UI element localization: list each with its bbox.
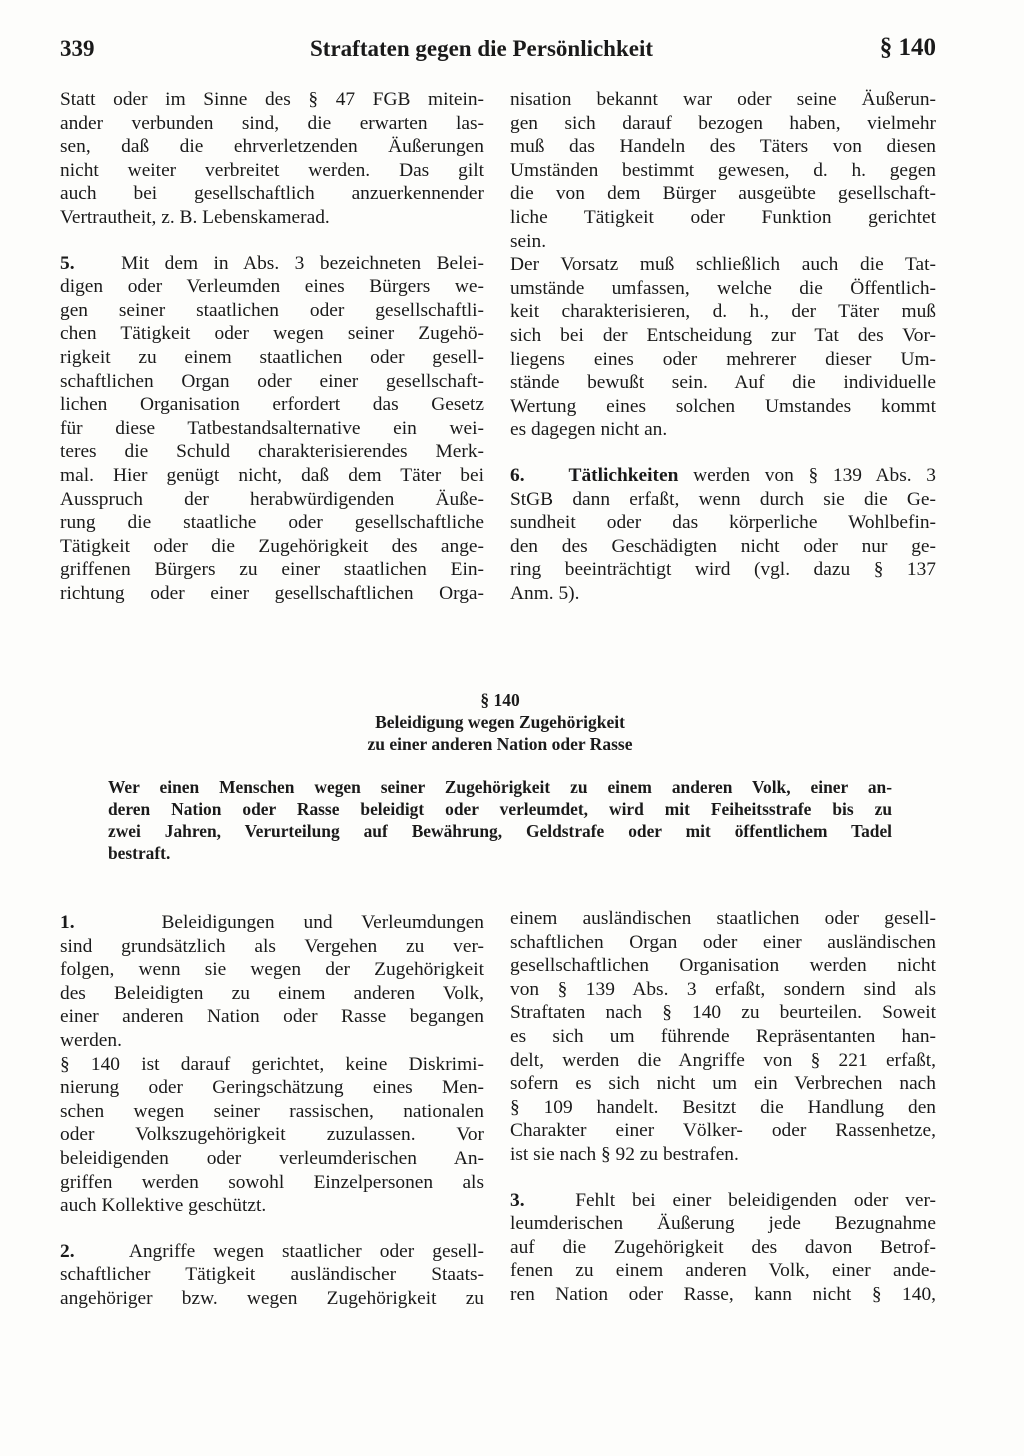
text-line: nierung oder Geringschätzung eines Men- <box>60 1077 484 1099</box>
text-line: keit charakterisieren, d. h., der Täter muß <box>510 301 936 323</box>
text-line: nicht weiter verbreitet werden. Das gilt <box>60 159 484 181</box>
text-line: ander verbunden sind, die erwarten las- <box>60 112 484 134</box>
statute-line: zwei Jahren, Verurteilung auf Bewährung, Geldstrafe oder mit öffentlichem Tadel <box>108 821 892 841</box>
text-line: StGB dann erfaßt, wenn durch sie die Ge- <box>510 488 936 510</box>
text-line: schen wegen seiner rassischen, nationalen <box>60 1100 484 1122</box>
text-line: Der Vorsatz muß schließlich auch die Tat- <box>510 254 936 276</box>
text-line: schaftlichen Organ oder einer ausländischen <box>510 931 936 953</box>
page-number: 339 <box>60 36 95 61</box>
text-line: sich bei der Entscheidung zur Tat des Vor- <box>510 324 936 346</box>
text-line: sind grundsätzlich als Vergehen zu ver- <box>60 935 484 957</box>
text-line: umstände umfassen, welche die Öffentlich- <box>510 277 936 299</box>
text-line: stände bewußt sein. Auf die individuelle <box>510 372 936 394</box>
text-line: einem ausländischen staatlichen oder gesell- <box>510 908 936 929</box>
text-line: rung die staatliche oder gesellschaftliche <box>60 512 484 534</box>
text-line: leumderischen Äußerung jede Bezugnahme <box>510 1213 936 1235</box>
paragraph-1-first-line: 1. Beleidigungen und Verleumdungen <box>60 912 484 933</box>
text-line: für diese Tatbestandsalternative ein wei- <box>60 417 484 439</box>
text-line: werden. <box>60 1029 122 1051</box>
text-line: lichen Organisation erfordert das Gesetz <box>60 394 484 416</box>
text-line: Straftaten nach § 140 zu beurteilen. Soweit <box>510 1002 936 1024</box>
text-line: Vertrautheit, z. B. Lebenskamerad. <box>60 206 330 228</box>
text-line: nisation bekannt war oder seine Äußerun- <box>510 89 936 110</box>
text-line: teres die Schuld charakterisierendes Merk- <box>60 441 484 463</box>
text-line: gen sich darauf bezogen haben, vielmehr <box>510 112 936 134</box>
statute-line: bestraft. <box>108 843 171 863</box>
text-line: des Beleidigten zu einem anderen Volk, <box>60 982 484 1004</box>
statute-line: Wer einen Menschen wegen seiner Zugehörigkeit zu einem anderen Volk, einer an- <box>108 777 892 797</box>
text-line: auch Kollektive geschützt. <box>60 1195 267 1217</box>
text-line: ist sie nach § 92 zu bestrafen. <box>510 1143 739 1165</box>
text-line: sen, daß die ehrverletzenden Äußerungen <box>60 136 484 158</box>
text-line: auf die Zugehörigkeit des davon Betrof- <box>510 1236 936 1258</box>
text-line: sein. <box>510 230 547 252</box>
text-line: rigkeit zu einem staatlichen oder gesell- <box>60 346 484 368</box>
column-top-right <box>510 88 936 605</box>
text-line: § 140 ist darauf gerichtet, keine Diskrimi- <box>60 1053 484 1075</box>
section-title-line-1: Beleidigung wegen Zugehörigkeit <box>375 712 625 732</box>
paragraph-number: 2. <box>60 1240 75 1262</box>
text-line: die von dem Bürger ausgeübte gesellschaft- <box>510 183 936 205</box>
text-line: Wertung eines solchen Umstandes kommt <box>510 395 936 417</box>
text-line: es sich um führende Repräsentanten han- <box>510 1025 936 1047</box>
text-line: den des Geschädigten nicht oder nur ge- <box>510 535 936 557</box>
text-line: gen seiner staatlichen oder gesellschaftli- <box>60 299 484 321</box>
text-line: gesellschaftlichen Organisation werden nicht <box>510 955 936 977</box>
text-line: beleidigenden oder verleumderischen An- <box>60 1147 484 1169</box>
text-line: muß das Handeln des Täters von diesen <box>510 136 936 158</box>
text-line: von § 139 Abs. 3 erfaßt, sondern sind als <box>510 978 936 1000</box>
text-line: folgen, wenn sie wegen der Zugehörigkeit <box>60 959 484 981</box>
statute-line: deren Nation oder Rasse beleidigt oder verleumdet, wird mit Feiheitsstrafe bis zu <box>108 799 892 819</box>
statute-text <box>108 776 892 864</box>
text-line: Charakter einer Völker- oder Rassenhetze, <box>510 1120 936 1142</box>
text-line: oder Volkszugehörigkeit zuzulassen. Vor <box>60 1124 484 1146</box>
text-line: Anm. 5). <box>510 582 580 604</box>
text-line: fenen zu einem anderen Volk, einer ande- <box>510 1260 936 1282</box>
column-bottom-right <box>510 907 936 1307</box>
text-line: Statt oder im Sinne des § 47 FGB mitein- <box>60 89 484 110</box>
paragraph-number: 5. <box>60 252 75 274</box>
text-line: angehöriger bzw. wegen Zugehörigkeit zu <box>60 1287 484 1309</box>
text-line: digen oder Verleumden eines Bürgers we- <box>60 276 484 298</box>
column-top-left <box>60 88 484 605</box>
text-line: § 109 handelt. Besitzt die Handlung den <box>510 1096 936 1118</box>
section-title-line-2: zu einer anderen Nation oder Rasse <box>367 734 633 754</box>
text-line: delt, werden die Angriffe von § 221 erfaßt, <box>510 1049 936 1071</box>
text-line: einer anderen Nation oder Rasse begangen <box>60 1006 484 1028</box>
paragraph-3-first-line: 3. Fehlt bei einer beleidigenden oder ver- <box>510 1189 936 1211</box>
page-header <box>60 30 936 70</box>
text-line: sofern es sich nicht um ein Verbrechen nach <box>510 1073 936 1095</box>
text-line: griffen werden sowohl Einzelpersonen als <box>60 1171 484 1193</box>
paragraph-number: 6. <box>510 464 525 486</box>
paragraph-keyword: Tätlichkeiten <box>568 464 679 486</box>
text-line: sundheit oder das körperliche Wohlbefin- <box>510 512 936 534</box>
text-line: Umständen bestimmt gewesen, d. h. gegen <box>510 159 936 181</box>
paragraph-number: 3. <box>510 1189 525 1211</box>
running-title: Straftaten gegen die Persönlichkeit <box>310 36 654 61</box>
text-line: griffenen Bürgers zu einer staatlichen Ein- <box>60 559 484 581</box>
text-line: ren Nation oder Rasse, kann nicht § 140, <box>510 1283 936 1305</box>
text-line: liche Tätigkeit oder Funktion gerichtet <box>510 206 936 228</box>
paragraph-5-first-line: 5. Mit dem in Abs. 3 bezeichneten Belei- <box>60 252 484 274</box>
text-line: schaftlicher Tätigkeit ausländischer Staats- <box>60 1264 484 1286</box>
text-line: Ausspruch der herabwürdigenden Äuße- <box>60 488 484 510</box>
text-line: liegens eines oder mehrerer dieser Um- <box>510 348 936 370</box>
section-number: § 140 <box>480 690 520 710</box>
text-line: chen Tätigkeit oder wegen seiner Zugehö- <box>60 323 484 345</box>
text-line: mal. Hier genügt nicht, daß dem Täter bei <box>60 464 484 486</box>
paragraph-number: 1. <box>60 912 75 933</box>
header-section-ref: § 140 <box>879 34 936 61</box>
text-line: Tätigkeit oder die Zugehörigkeit des ange- <box>60 535 484 557</box>
paragraph-2-first-line: 2. Angriffe wegen staatlicher oder gesell- <box>60 1240 484 1262</box>
text-line: ring beeinträchtigt wird (vgl. dazu § 137 <box>510 559 936 581</box>
text-line: schaftlichen Organ oder einer gesellschaft- <box>60 370 484 392</box>
text-line: richtung oder einer gesellschaftlichen Orga- <box>60 582 484 604</box>
paragraph-6-first-line: 6. Tätlichkeiten werden von § 139 Abs. 3 <box>510 464 936 486</box>
text-line: es dagegen nicht an. <box>510 419 668 441</box>
column-bottom-left <box>60 911 484 1311</box>
text-line: auch bei gesellschaftlich anzuerkennender <box>60 183 484 205</box>
